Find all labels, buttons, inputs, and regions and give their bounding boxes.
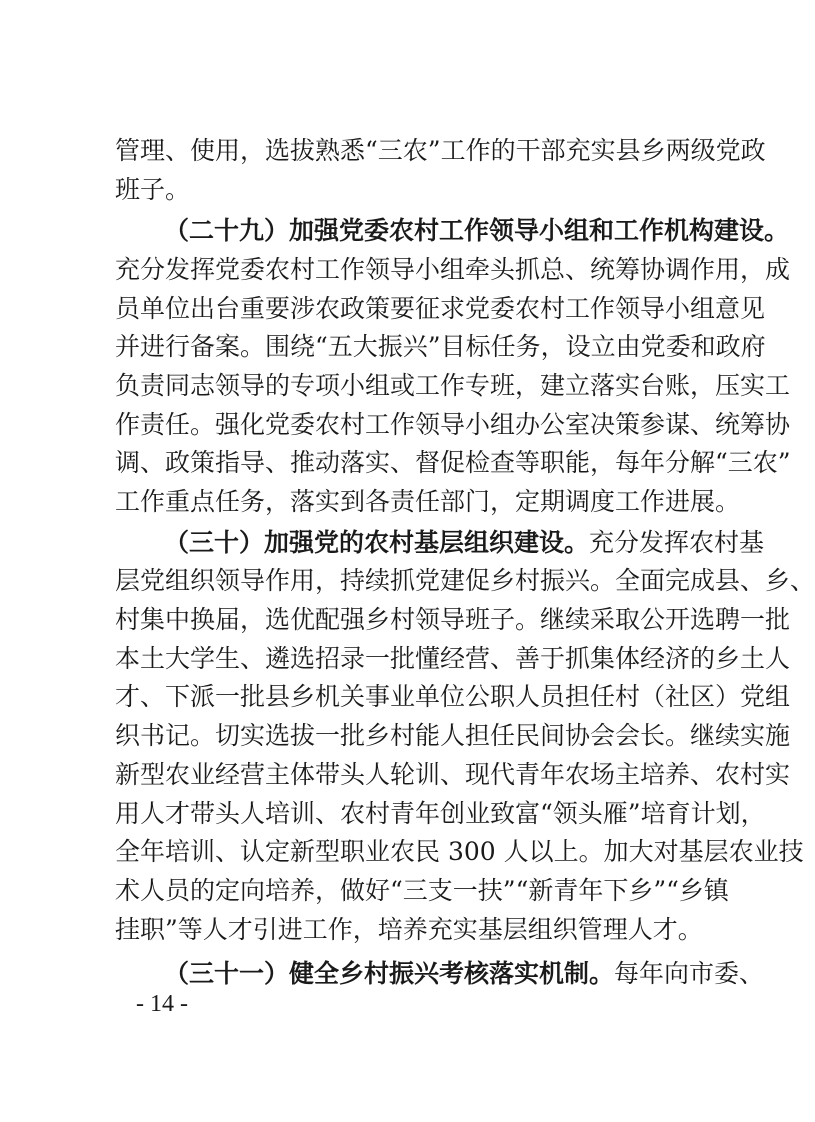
paragraph-line: 新型农业经营主体带头人轮训、现代青年农场主培养、农村实 <box>115 760 791 789</box>
paragraph-line: 充分发挥党委农村工作领导小组牵头抓总、统筹协调作用，成 <box>115 255 791 284</box>
paragraph-line: 作责任。强化党委农村工作领导小组办公室决策参谋、统筹协 <box>115 410 791 439</box>
paragraph-line: 本土大学生、遴选招录一批懂经营、善于抓集体经济的乡土人 <box>115 644 791 673</box>
paragraph-line: 并进行备案。围绕“五大振兴”目标任务，设立由党委和政府 <box>115 332 766 361</box>
paragraph-line: 工作重点任务，落实到各责任部门，定期调度工作进展。 <box>115 487 741 516</box>
paragraph-line: 负责同志领导的专项小组或工作专班，建立落实台账，压实工 <box>115 371 791 400</box>
paragraph-line: 层党组织领导作用，持续抓党建促乡村振兴。全面完成县、乡、 <box>115 566 815 595</box>
heading-text: （二十九）加强党委农村工作领导小组和工作机构建设。 <box>164 216 790 245</box>
paragraph-line: 用人才带头人培训、农村青年创业致富“领头雁”培育计划， <box>115 799 766 828</box>
paragraph-line: 村集中换届，选优配强乡村领导班子。继续采取公开选聘一批 <box>115 605 791 634</box>
paragraph-line: 员单位出台重要涉农政策要征求党委农村工作领导小组意见 <box>115 294 766 323</box>
section-heading-30: （三十）加强党的农村基层组织建设。充分发挥农村基 <box>164 528 765 557</box>
section-heading-29 <box>115 211 790 251</box>
paragraph-line: 才、下派一批县乡机关事业单位公职人员担任村（社区）党组 <box>115 682 791 711</box>
paragraph-line: 管理、使用，选拔熟悉“三农”工作的干部充实县乡两级党政 <box>115 136 766 165</box>
paragraph-line: 术人员的定向培养，做好“三支一扶”“新青年下乡”“乡镇 <box>115 876 729 905</box>
page-number: - 14 - <box>136 991 188 1017</box>
section-heading-31: （三十一）健全乡村振兴考核落实机制。每年向市委、 <box>164 959 765 988</box>
heading-text: （三十一）健全乡村振兴考核落实机制。 <box>164 959 615 988</box>
paragraph-line: 班子。 <box>115 175 191 204</box>
paragraph-line: 全年培训、认定新型职业农民 300 人以上。加大对基层农业技 <box>115 837 804 866</box>
paragraph-line: 织书记。切实选拔一批乡村能人担任民间协会会长。继续实施 <box>115 721 791 750</box>
paragraph-line: 调、政策指导、推动落实、督促检查等职能，每年分解“三农” <box>115 448 791 477</box>
heading-text: （三十）加强党的农村基层组织建设。 <box>164 528 590 557</box>
paragraph-line: 挂职”等人才引进工作，培养充实基层组织管理人才。 <box>115 915 703 944</box>
